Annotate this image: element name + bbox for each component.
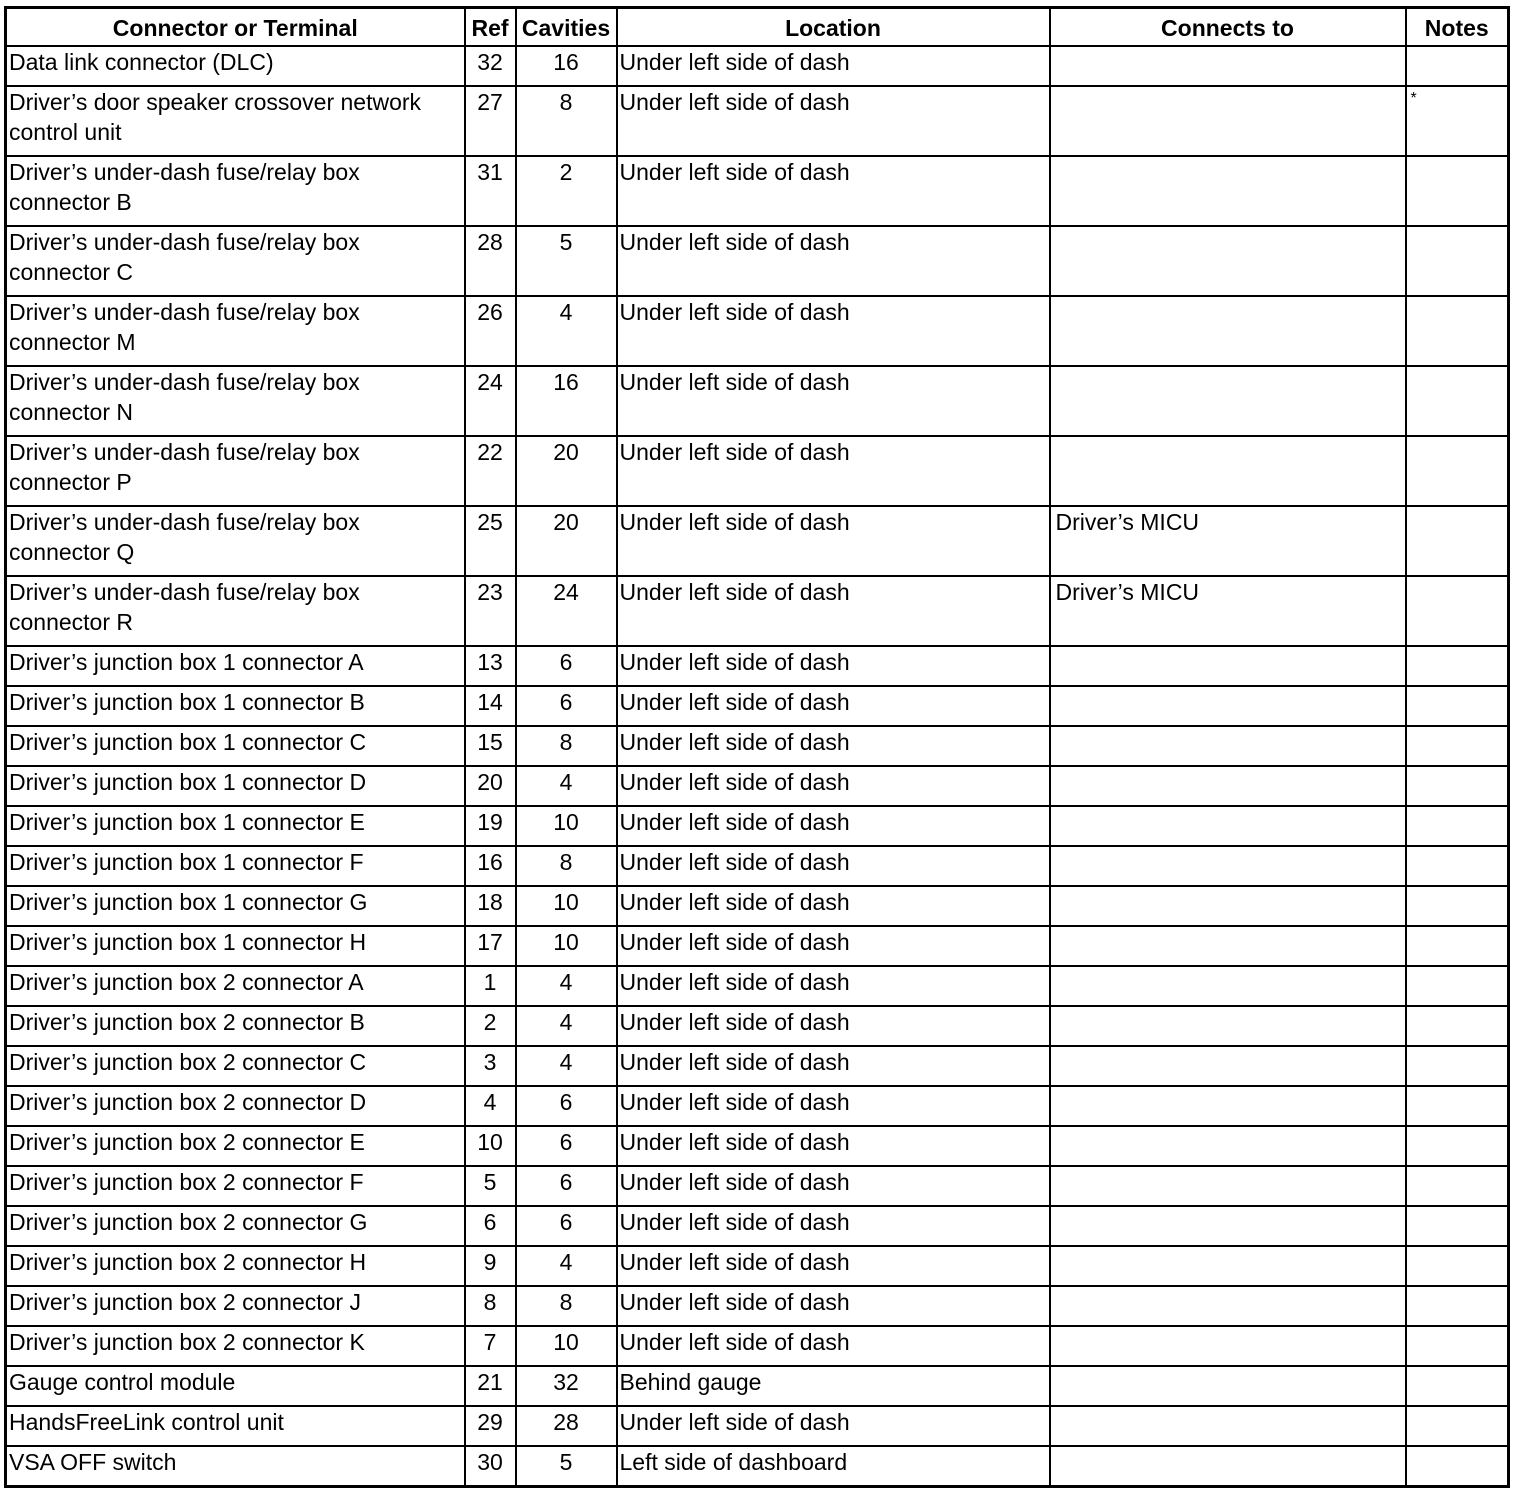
cell-cavities: 16 <box>516 366 617 436</box>
cell-cavities: 8 <box>516 1286 617 1326</box>
cell-connector: Driver’s junction box 2 connector E <box>6 1126 465 1166</box>
cell-location: Under left side of dash <box>617 766 1050 806</box>
cell-connects-to <box>1050 1286 1406 1326</box>
cell-connector: Driver’s junction box 1 connector D <box>6 766 465 806</box>
cell-notes <box>1406 1086 1509 1126</box>
cell-connects-to <box>1050 686 1406 726</box>
cell-ref: 15 <box>465 726 516 766</box>
cell-location: Under left side of dash <box>617 686 1050 726</box>
cell-ref: 2 <box>465 1006 516 1046</box>
table-row <box>6 576 1509 646</box>
cell-location: Under left side of dash <box>617 1126 1050 1166</box>
cell-connects-to <box>1050 156 1406 226</box>
cell-connects-to <box>1050 806 1406 846</box>
table-row <box>6 226 1509 296</box>
cell-ref: 30 <box>465 1446 516 1487</box>
cell-notes <box>1406 926 1509 966</box>
cell-ref: 20 <box>465 766 516 806</box>
cell-cavities: 10 <box>516 926 617 966</box>
cell-location: Under left side of dash <box>617 886 1050 926</box>
cell-connector: Driver’s door speaker crossover network control unit <box>6 86 465 156</box>
cell-notes <box>1406 1406 1509 1446</box>
cell-ref: 18 <box>465 886 516 926</box>
cell-connector: Driver’s under-dash fuse/relay box connector Q <box>6 506 465 576</box>
cell-connects-to <box>1050 1006 1406 1046</box>
cell-location: Under left side of dash <box>617 366 1050 436</box>
cell-ref: 9 <box>465 1246 516 1286</box>
table-row <box>6 1366 1509 1406</box>
cell-notes <box>1406 46 1509 86</box>
cell-ref: 25 <box>465 506 516 576</box>
cell-location: Under left side of dash <box>617 646 1050 686</box>
cell-ref: 17 <box>465 926 516 966</box>
cell-ref: 23 <box>465 576 516 646</box>
cell-location: Under left side of dash <box>617 1246 1050 1286</box>
cell-ref: 6 <box>465 1206 516 1246</box>
cell-notes <box>1406 806 1509 846</box>
cell-location: Under left side of dash <box>617 726 1050 766</box>
header-connector: Connector or Terminal <box>6 8 465 47</box>
cell-connector: Driver’s junction box 1 connector B <box>6 686 465 726</box>
cell-connects-to <box>1050 1126 1406 1166</box>
cell-ref: 5 <box>465 1166 516 1206</box>
cell-location: Under left side of dash <box>617 1006 1050 1046</box>
cell-cavities: 20 <box>516 436 617 506</box>
table-row <box>6 86 1509 156</box>
cell-connects-to <box>1050 846 1406 886</box>
table-row <box>6 366 1509 436</box>
cell-ref: 21 <box>465 1366 516 1406</box>
table-row <box>6 436 1509 506</box>
cell-ref: 3 <box>465 1046 516 1086</box>
cell-notes <box>1406 156 1509 226</box>
cell-connects-to <box>1050 86 1406 156</box>
cell-cavities: 5 <box>516 1446 617 1487</box>
cell-ref: 14 <box>465 686 516 726</box>
table-row <box>6 846 1509 886</box>
cell-ref: 31 <box>465 156 516 226</box>
table-row <box>6 1326 1509 1366</box>
cell-location: Under left side of dash <box>617 506 1050 576</box>
cell-location: Behind gauge <box>617 1366 1050 1406</box>
cell-cavities: 6 <box>516 1206 617 1246</box>
cell-ref: 24 <box>465 366 516 436</box>
cell-notes <box>1406 1166 1509 1206</box>
cell-notes <box>1406 1046 1509 1086</box>
cell-notes <box>1406 576 1509 646</box>
table-row <box>6 506 1509 576</box>
cell-connects-to <box>1050 886 1406 926</box>
cell-location: Under left side of dash <box>617 1206 1050 1246</box>
cell-connector: Driver’s under-dash fuse/relay box connector M <box>6 296 465 366</box>
table-row <box>6 1086 1509 1126</box>
cell-ref: 1 <box>465 966 516 1006</box>
table-row <box>6 1046 1509 1086</box>
cell-connects-to <box>1050 1366 1406 1406</box>
cell-notes <box>1406 726 1509 766</box>
cell-connects-to <box>1050 436 1406 506</box>
cell-connector: Driver’s junction box 2 connector J <box>6 1286 465 1326</box>
cell-connector: Driver’s junction box 1 connector F <box>6 846 465 886</box>
cell-cavities: 20 <box>516 506 617 576</box>
cell-notes <box>1406 1286 1509 1326</box>
table-row <box>6 46 1509 86</box>
cell-ref: 27 <box>465 86 516 156</box>
cell-connects-to <box>1050 1326 1406 1366</box>
cell-notes <box>1406 1006 1509 1046</box>
header-location: Location <box>617 8 1050 47</box>
header-cavities: Cavities <box>516 8 617 47</box>
cell-ref: 32 <box>465 46 516 86</box>
cell-connects-to <box>1050 46 1406 86</box>
table-row <box>6 1126 1509 1166</box>
cell-notes <box>1406 436 1509 506</box>
table-row <box>6 156 1509 226</box>
cell-notes <box>1406 1126 1509 1166</box>
cell-connector: Driver’s under-dash fuse/relay box connector R <box>6 576 465 646</box>
cell-cavities: 6 <box>516 1086 617 1126</box>
cell-cavities: 6 <box>516 646 617 686</box>
cell-ref: 29 <box>465 1406 516 1446</box>
cell-connector: Driver’s junction box 2 connector H <box>6 1246 465 1286</box>
cell-connector: Driver’s junction box 1 connector H <box>6 926 465 966</box>
cell-connects-to <box>1050 1046 1406 1086</box>
cell-location: Under left side of dash <box>617 1166 1050 1206</box>
table-body <box>6 46 1509 1487</box>
cell-location: Under left side of dash <box>617 46 1050 86</box>
cell-cavities: 4 <box>516 1006 617 1046</box>
cell-connector: Driver’s junction box 2 connector G <box>6 1206 465 1246</box>
table-row <box>6 886 1509 926</box>
cell-connects-to <box>1050 1246 1406 1286</box>
cell-cavities: 16 <box>516 46 617 86</box>
cell-location: Under left side of dash <box>617 1286 1050 1326</box>
cell-connects-to <box>1050 1086 1406 1126</box>
cell-location: Under left side of dash <box>617 926 1050 966</box>
connector-table <box>4 6 1510 1488</box>
table-header-row <box>6 8 1509 47</box>
cell-ref: 22 <box>465 436 516 506</box>
cell-cavities: 8 <box>516 86 617 156</box>
cell-connects-to <box>1050 1446 1406 1487</box>
table-row <box>6 646 1509 686</box>
cell-connector: Data link connector (DLC) <box>6 46 465 86</box>
cell-connector: Driver’s junction box 2 connector B <box>6 1006 465 1046</box>
table-row <box>6 766 1509 806</box>
cell-ref: 4 <box>465 1086 516 1126</box>
cell-connector: Driver’s under-dash fuse/relay box connector N <box>6 366 465 436</box>
cell-cavities: 8 <box>516 726 617 766</box>
cell-connector: Driver’s junction box 1 connector A <box>6 646 465 686</box>
cell-connector: VSA OFF switch <box>6 1446 465 1487</box>
cell-cavities: 6 <box>516 686 617 726</box>
cell-location: Under left side of dash <box>617 1326 1050 1366</box>
cell-notes <box>1406 766 1509 806</box>
table-row <box>6 1166 1509 1206</box>
table-row <box>6 806 1509 846</box>
table-row <box>6 1406 1509 1446</box>
cell-connects-to <box>1050 726 1406 766</box>
cell-connects-to <box>1050 296 1406 366</box>
cell-connector: Driver’s under-dash fuse/relay box connector P <box>6 436 465 506</box>
cell-notes <box>1406 846 1509 886</box>
table-row <box>6 1206 1509 1246</box>
cell-connector: HandsFreeLink control unit <box>6 1406 465 1446</box>
cell-cavities: 8 <box>516 846 617 886</box>
cell-location: Under left side of dash <box>617 966 1050 1006</box>
cell-ref: 7 <box>465 1326 516 1366</box>
cell-cavities: 2 <box>516 156 617 226</box>
cell-notes <box>1406 886 1509 926</box>
table-row <box>6 926 1509 966</box>
cell-location: Under left side of dash <box>617 436 1050 506</box>
cell-cavities: 4 <box>516 966 617 1006</box>
cell-connects-to <box>1050 366 1406 436</box>
cell-connects-to: Driver’s MICU <box>1050 576 1406 646</box>
table-row <box>6 1246 1509 1286</box>
cell-connects-to <box>1050 926 1406 966</box>
cell-cavities: 10 <box>516 806 617 846</box>
cell-cavities: 10 <box>516 886 617 926</box>
cell-ref: 10 <box>465 1126 516 1166</box>
cell-cavities: 6 <box>516 1166 617 1206</box>
cell-notes <box>1406 296 1509 366</box>
cell-ref: 19 <box>465 806 516 846</box>
cell-notes: * <box>1406 86 1509 156</box>
cell-cavities: 32 <box>516 1366 617 1406</box>
cell-ref: 8 <box>465 1286 516 1326</box>
cell-connects-to <box>1050 1166 1406 1206</box>
cell-connector: Driver’s under-dash fuse/relay box connector C <box>6 226 465 296</box>
cell-connects-to <box>1050 646 1406 686</box>
cell-ref: 13 <box>465 646 516 686</box>
cell-connects-to <box>1050 1206 1406 1246</box>
cell-location: Under left side of dash <box>617 576 1050 646</box>
cell-notes <box>1406 1206 1509 1246</box>
cell-notes <box>1406 506 1509 576</box>
cell-notes <box>1406 1246 1509 1286</box>
table-row <box>6 1286 1509 1326</box>
cell-connector: Driver’s junction box 2 connector K <box>6 1326 465 1366</box>
cell-cavities: 10 <box>516 1326 617 1366</box>
cell-notes <box>1406 686 1509 726</box>
cell-cavities: 6 <box>516 1126 617 1166</box>
cell-cavities: 4 <box>516 296 617 366</box>
cell-notes <box>1406 966 1509 1006</box>
cell-connector: Driver’s junction box 2 connector F <box>6 1166 465 1206</box>
cell-notes <box>1406 646 1509 686</box>
cell-ref: 28 <box>465 226 516 296</box>
cell-location: Under left side of dash <box>617 846 1050 886</box>
table-row <box>6 966 1509 1006</box>
cell-location: Under left side of dash <box>617 156 1050 226</box>
cell-location: Under left side of dash <box>617 226 1050 296</box>
cell-connects-to <box>1050 966 1406 1006</box>
table-row <box>6 296 1509 366</box>
cell-cavities: 28 <box>516 1406 617 1446</box>
cell-connector: Driver’s junction box 2 connector D <box>6 1086 465 1126</box>
cell-connects-to: Driver’s MICU <box>1050 506 1406 576</box>
cell-cavities: 5 <box>516 226 617 296</box>
cell-cavities: 4 <box>516 766 617 806</box>
cell-notes <box>1406 1446 1509 1487</box>
table-row <box>6 1446 1509 1487</box>
cell-location: Under left side of dash <box>617 806 1050 846</box>
cell-connects-to <box>1050 226 1406 296</box>
cell-connector: Driver’s junction box 1 connector E <box>6 806 465 846</box>
cell-connector: Driver’s junction box 1 connector G <box>6 886 465 926</box>
cell-location: Under left side of dash <box>617 1406 1050 1446</box>
cell-location: Under left side of dash <box>617 86 1050 156</box>
table-row <box>6 726 1509 766</box>
header-connects-to: Connects to <box>1050 8 1406 47</box>
table-row <box>6 1006 1509 1046</box>
cell-cavities: 4 <box>516 1046 617 1086</box>
cell-cavities: 24 <box>516 576 617 646</box>
cell-connects-to <box>1050 766 1406 806</box>
table-row <box>6 686 1509 726</box>
cell-location: Under left side of dash <box>617 1086 1050 1126</box>
cell-connector: Driver’s junction box 2 connector A <box>6 966 465 1006</box>
header-notes: Notes <box>1406 8 1509 47</box>
cell-connects-to <box>1050 1406 1406 1446</box>
cell-connector: Gauge control module <box>6 1366 465 1406</box>
cell-notes <box>1406 1326 1509 1366</box>
cell-location: Under left side of dash <box>617 296 1050 366</box>
cell-location: Under left side of dash <box>617 1046 1050 1086</box>
cell-notes <box>1406 366 1509 436</box>
cell-notes <box>1406 226 1509 296</box>
cell-ref: 26 <box>465 296 516 366</box>
cell-ref: 16 <box>465 846 516 886</box>
cell-location: Left side of dashboard <box>617 1446 1050 1487</box>
header-ref: Ref <box>465 8 516 47</box>
cell-cavities: 4 <box>516 1246 617 1286</box>
cell-notes <box>1406 1366 1509 1406</box>
cell-connector: Driver’s under-dash fuse/relay box connector B <box>6 156 465 226</box>
cell-connector: Driver’s junction box 2 connector C <box>6 1046 465 1086</box>
cell-connector: Driver’s junction box 1 connector C <box>6 726 465 766</box>
